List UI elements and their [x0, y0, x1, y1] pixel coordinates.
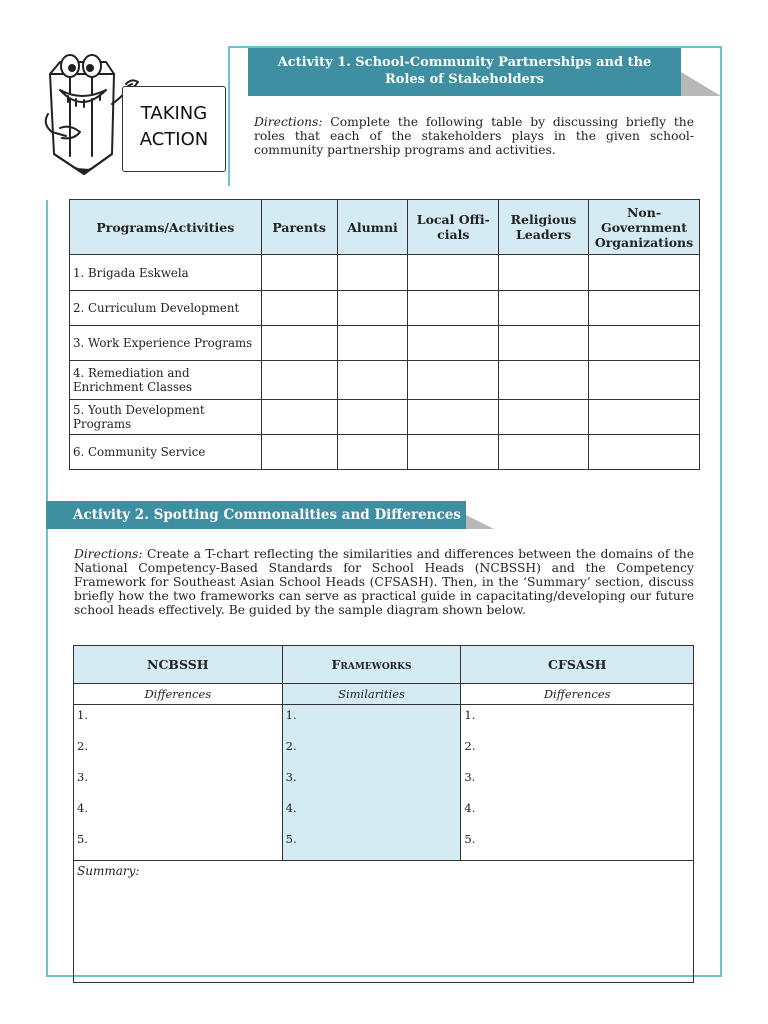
blank-cell[interactable] — [589, 361, 700, 400]
table-row — [70, 291, 700, 326]
directions-text: Create a T-chart reflecting the similarities and differences between the domains of the National Competency-Based Standards for School Heads (NCBSSH) and the Competency Framework for Southeast Asian School Heads (CFSASH). Then, in the ‘Summary’ section, discuss briefly how the two frameworks can serve as practical guide in capacitating/developing our future school heads effectively. Be guided by the sample diagram shown below. — [74, 547, 694, 617]
activity-2-title: Activity 2. Spotting Commonalities and Differences — [73, 507, 461, 523]
program-cell: 6. Community Service — [70, 435, 262, 470]
activity-1-banner — [248, 48, 681, 96]
sign-line-2: ACTION — [139, 129, 209, 150]
table-row — [70, 435, 700, 470]
blank-cell[interactable] — [408, 291, 499, 326]
activity-1-title-line-1: Activity 1. School-Community Partnerships and the — [277, 55, 652, 70]
blank-cell[interactable] — [589, 255, 700, 291]
number-cell[interactable]: 1. — [74, 705, 283, 737]
t-chart-row — [74, 829, 694, 861]
subheader-differences-right: Differences — [461, 684, 694, 705]
subheader-similarities: Similarities — [282, 684, 461, 705]
table-row — [70, 255, 700, 291]
blank-cell[interactable] — [408, 326, 499, 361]
number-cell[interactable]: 2. — [282, 736, 461, 767]
t-chart-row — [74, 736, 694, 767]
table-row — [70, 361, 700, 400]
number-cell[interactable]: 3. — [282, 767, 461, 798]
activity-2-directions — [74, 547, 694, 617]
blank-cell[interactable] — [337, 326, 408, 361]
blank-cell[interactable] — [261, 291, 337, 326]
blank-cell[interactable] — [499, 361, 589, 400]
t-chart-table — [73, 645, 694, 983]
number-cell[interactable]: 5. — [282, 829, 461, 861]
header-alumni: Alumni — [337, 200, 408, 255]
blank-cell[interactable] — [261, 326, 337, 361]
header-cfsash: CFSASH — [461, 646, 694, 684]
number-cell[interactable]: 5. — [461, 829, 694, 861]
activity-1-title-line-2: Roles of Stakeholders — [384, 72, 544, 87]
program-cell: 1. Brigada Eskwela — [70, 255, 262, 291]
banner-fold-decoration — [681, 72, 721, 96]
number-cell[interactable]: 2. — [461, 736, 694, 767]
banner-fold-decoration — [466, 515, 494, 529]
summary-cell[interactable]: Summary: — [74, 861, 694, 983]
header-parents: Parents — [261, 200, 337, 255]
number-cell[interactable]: 1. — [282, 705, 461, 737]
blank-cell[interactable] — [261, 435, 337, 470]
sign-line-1: TAKING — [140, 103, 208, 124]
page-frame-left — [46, 200, 48, 977]
table-row — [70, 400, 700, 435]
blank-cell[interactable] — [261, 400, 337, 435]
blank-cell[interactable] — [261, 255, 337, 291]
header-programs: Programs/Activities — [70, 200, 262, 255]
blank-cell[interactable] — [589, 326, 700, 361]
number-cell[interactable]: 4. — [461, 798, 694, 829]
blank-cell[interactable] — [499, 400, 589, 435]
blank-cell[interactable] — [408, 361, 499, 400]
blank-cell[interactable] — [499, 326, 589, 361]
program-cell: 5. Youth Development Programs — [70, 400, 262, 435]
blank-cell[interactable] — [261, 361, 337, 400]
activity-2-banner — [46, 501, 466, 529]
blank-cell[interactable] — [589, 400, 700, 435]
blank-cell[interactable] — [589, 435, 700, 470]
blank-cell[interactable] — [337, 291, 408, 326]
summary-row — [74, 861, 694, 983]
t-chart-row — [74, 767, 694, 798]
header-ngo: Non-Government Organizations — [589, 200, 700, 255]
t-chart-subheader-row — [74, 684, 694, 705]
t-chart-row — [74, 798, 694, 829]
blank-cell[interactable] — [408, 435, 499, 470]
blank-cell[interactable] — [337, 435, 408, 470]
header-local-officials: Local Offi-cials — [408, 200, 499, 255]
header-frameworks: Frameworks — [282, 646, 461, 684]
blank-cell[interactable] — [408, 255, 499, 291]
table-header-row — [70, 200, 700, 255]
number-cell[interactable]: 5. — [74, 829, 283, 861]
activity-1-directions — [254, 115, 694, 157]
table-row — [70, 326, 700, 361]
t-chart-row — [74, 705, 694, 737]
number-cell[interactable]: 3. — [461, 767, 694, 798]
blank-cell[interactable] — [499, 435, 589, 470]
blank-cell[interactable] — [589, 291, 700, 326]
stakeholder-roles-table — [69, 199, 700, 470]
number-cell[interactable]: 3. — [74, 767, 283, 798]
blank-cell[interactable] — [337, 255, 408, 291]
blank-cell[interactable] — [499, 255, 589, 291]
number-cell[interactable]: 2. — [74, 736, 283, 767]
blank-cell[interactable] — [337, 361, 408, 400]
page-frame-right — [720, 46, 722, 976]
t-chart-header-row — [74, 646, 694, 684]
program-cell: 3. Work Experience Programs — [70, 326, 262, 361]
blank-cell[interactable] — [499, 291, 589, 326]
directions-label: Directions: — [74, 547, 143, 561]
directions-text: Complete the following table by discussing briefly the roles that each of the stakeholders plays in the given school-community partnership programs and activities. — [254, 115, 694, 157]
number-cell[interactable]: 4. — [74, 798, 283, 829]
page-frame-left-top — [228, 46, 230, 186]
number-cell[interactable]: 1. — [461, 705, 694, 737]
taking-action-sign — [122, 86, 226, 172]
header-ncbssh: NCBSSH — [74, 646, 283, 684]
number-cell[interactable]: 4. — [282, 798, 461, 829]
program-cell: 4. Remediation and Enrichment Classes — [70, 361, 262, 400]
program-cell: 2. Curriculum Development — [70, 291, 262, 326]
blank-cell[interactable] — [337, 400, 408, 435]
directions-label: Directions: — [254, 115, 323, 129]
blank-cell[interactable] — [408, 400, 499, 435]
header-religious-leaders: Religious Leaders — [499, 200, 589, 255]
subheader-differences-left: Differences — [74, 684, 283, 705]
